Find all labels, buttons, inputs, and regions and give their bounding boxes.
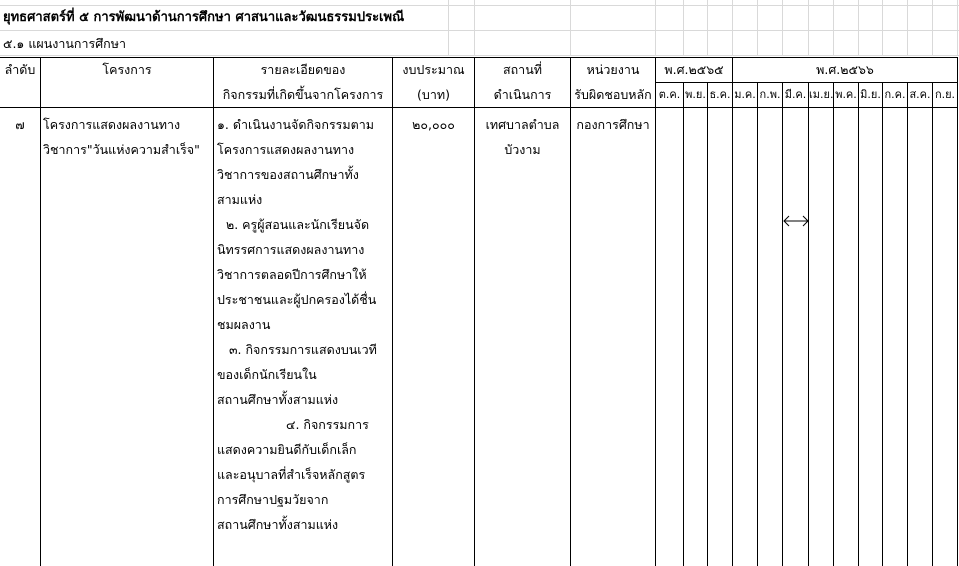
gridline — [732, 0, 733, 55]
gridline — [808, 0, 809, 55]
detail-line: วิชาการของสถานศึกษาทั้ง — [217, 167, 359, 182]
month-header: ม.ค. — [734, 88, 756, 101]
table-border — [683, 82, 684, 566]
table-border — [932, 82, 933, 566]
gridline — [570, 0, 571, 55]
month-header: มี.ค. — [784, 88, 807, 101]
table-border — [907, 82, 908, 566]
table-border — [655, 57, 656, 566]
plan-subtitle: ๕.๑ แผนงานการศึกษา — [3, 36, 126, 51]
month-header: ธ.ค. — [709, 88, 731, 101]
agency-value: กองการศึกษา — [576, 117, 650, 132]
header-location-line1: สถานที่ — [502, 62, 542, 77]
month-header: ส.ค. — [909, 88, 931, 101]
gridline — [833, 0, 834, 55]
gridline — [474, 0, 475, 55]
detail-line: วิชาการตลอดปีการศึกษาให้ — [217, 267, 367, 282]
header-agency-line2: รับผิดชอบหลัก — [574, 87, 652, 102]
month-header: ก.พ. — [759, 88, 781, 101]
location-line: บัวงาม — [504, 142, 541, 157]
table-border — [808, 82, 809, 566]
detail-line: ๒. ครูผู้สอนและนักเรียนจัด — [226, 217, 370, 232]
gridline — [655, 0, 656, 55]
table-border — [833, 82, 834, 566]
gridline — [448, 0, 449, 55]
detail-line: ประชาชนและผู้ปกครองได้ชื่น — [217, 292, 377, 307]
detail-line: และอนุบาลที่สำเร็จหลักสูตร — [217, 467, 366, 482]
table-border — [858, 82, 859, 566]
project-line: โครงการแสดงผลงานทาง — [43, 117, 181, 132]
gridline — [707, 0, 708, 55]
detail-line: ของเด็กนักเรียนใน — [217, 367, 317, 382]
gridline — [907, 0, 908, 55]
timeline-arrow-icon — [782, 214, 810, 228]
detail-line: แสดงความยินดีกับเด็กเล็ก — [217, 442, 357, 457]
detail-line: โครงการแสดงผลงานทาง — [217, 142, 355, 157]
header-project: โครงการ — [102, 62, 152, 77]
detail-line: ๔. กิจกรรมการ — [286, 417, 369, 432]
month-header: เม.ย. — [809, 88, 834, 101]
gridline — [757, 0, 758, 55]
gridline — [957, 0, 958, 55]
month-header: มิ.ย. — [860, 88, 881, 101]
header-details-line2: กิจกรรมที่เกิดขึ้นจากโครงการ — [222, 87, 384, 102]
gridline — [882, 0, 883, 55]
month-header: ต.ค. — [658, 88, 681, 101]
row-order: ๗ — [15, 117, 25, 132]
detail-line: สถานศึกษาทั้งสามแห่ง — [217, 392, 339, 407]
gridline — [932, 0, 933, 55]
detail-line: นิทรรศการแสดงผลงานทาง — [217, 242, 365, 257]
table-border — [0, 107, 957, 108]
detail-line: สถานศึกษาทั้งสามแห่ง — [217, 517, 339, 532]
detail-line: การศึกษาปฐมวัยจาก — [217, 492, 329, 507]
table-border — [757, 82, 758, 566]
table-border — [782, 82, 783, 566]
month-header: พ.ค. — [835, 88, 857, 101]
detail-line: ๑. ดำเนินงานจัดกิจกรรมตาม — [217, 117, 374, 132]
detail-line: ๓. กิจกรรมการแสดงบนเวที — [229, 342, 377, 357]
gridline — [782, 0, 783, 55]
header-budget-line1: งบประมาณ — [402, 62, 465, 77]
header-year-2565: พ.ศ.๒๕๖๕ — [664, 62, 724, 77]
header-location-line2: ดำเนินการ — [493, 87, 552, 102]
gridline — [0, 55, 959, 56]
project-line: วิชาการ"วันแห่งความสำเร็จ" — [43, 142, 200, 157]
table-border — [732, 57, 733, 566]
month-header: พ.ย. — [685, 88, 706, 101]
table-border — [213, 57, 214, 566]
table-border — [882, 82, 883, 566]
header-details-line1: รายละเอียดของ — [260, 62, 346, 77]
gridline — [0, 30, 959, 31]
strategy-title: ยุทธศาสตร์ที่ ๕ การพัฒนาด้านการศึกษา ศาสนาและวัฒนธรรมประเพณี — [3, 10, 405, 25]
table-border — [40, 57, 41, 566]
table-border — [957, 57, 958, 566]
gridline — [683, 0, 684, 55]
header-budget-line2: (บาท) — [417, 87, 450, 102]
month-header: ก.ค. — [884, 88, 906, 101]
header-year-2566: พ.ศ.๒๕๖๖ — [816, 62, 874, 77]
location-line: เทศบาลตำบล — [485, 117, 560, 132]
table-border — [707, 82, 708, 566]
gridline — [858, 0, 859, 55]
header-order: ลำดับ — [4, 62, 36, 77]
header-agency-line1: หน่วยงาน — [586, 62, 640, 77]
detail-line: สามแห่ง — [217, 192, 263, 207]
detail-line: ชมผลงาน — [217, 317, 271, 332]
budget-value: ๒๐,๐๐๐ — [412, 117, 455, 132]
month-header: ก.ย. — [934, 88, 956, 101]
